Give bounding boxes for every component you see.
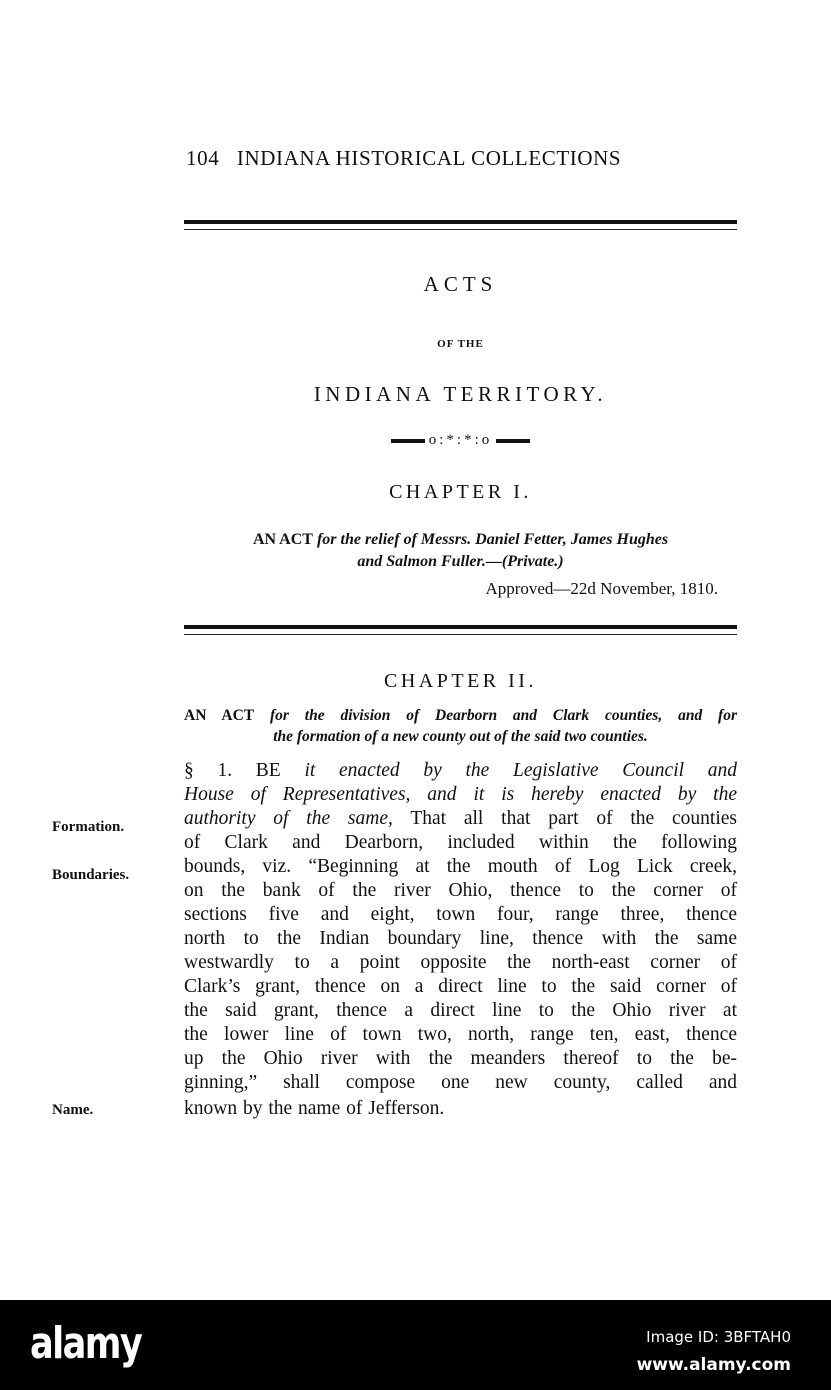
ornament <box>184 432 737 449</box>
act-label: AN ACT <box>184 707 255 724</box>
body-line <box>184 879 737 903</box>
body-line <box>184 975 737 999</box>
title-of-the: OF THE <box>437 338 484 350</box>
margin-note-formation: Formation. <box>52 819 125 835</box>
text: westwardly to a point opposite the north-east corner of <box>184 952 737 973</box>
body-line <box>184 759 737 783</box>
running-title: INDIANA HISTORICAL COLLECTIONS <box>236 146 622 170</box>
text: on the bank of the river Ohio, thence to the corner of <box>184 880 737 901</box>
text: north to the Indian boundary line, thence with the same <box>184 928 737 949</box>
chapter-1-act-line-2: and Salmon Fuller.—(Private.) <box>357 553 564 570</box>
text: That all that part of the counties <box>392 808 737 829</box>
text: of Clark and Dearborn, included within the following <box>184 832 737 853</box>
body-line <box>184 927 737 951</box>
body-line <box>184 855 737 879</box>
chapter-2-act-line-2: the formation of a new county out of the said two counties. <box>273 728 648 745</box>
body-line <box>184 903 737 927</box>
body-line <box>184 1071 737 1095</box>
text: bounds, viz. “Beginning at the mouth of Log Lick creek, <box>184 856 737 877</box>
double-rule-top-thick <box>184 220 737 224</box>
act-label: AN ACT <box>252 531 313 548</box>
text: the said grant, thence a direct line to the Ohio river at <box>184 1000 737 1021</box>
body-line <box>184 951 737 975</box>
page-number: 104 <box>186 146 220 170</box>
body-line <box>184 1047 737 1071</box>
text: sections five and eight, town four, range three, thence <box>184 904 737 925</box>
ornament-glyphs: o:*:*:o <box>428 432 493 448</box>
body-line <box>184 1023 737 1047</box>
watermark-bar <box>0 1300 831 1390</box>
chapter-1-approved: Approved—22d November, 1810. <box>485 579 718 598</box>
text: known by the name of Jefferson. <box>184 1098 445 1119</box>
body-line <box>184 783 737 807</box>
body-line <box>184 831 737 855</box>
title-territory: INDIANA TERRITORY. <box>313 382 608 406</box>
act-title: for the relief of Messrs. Daniel Fetter, James Hughes <box>316 531 669 548</box>
italic-text: authority of the same, <box>184 808 393 829</box>
italic-text: House of Representatives, and it is hereby enacted by the <box>184 784 737 805</box>
body-line <box>184 1097 737 1121</box>
chapter-1-act-line-1 <box>184 531 737 549</box>
text: § 1. BE <box>184 760 305 781</box>
double-rule-top-thin <box>184 229 737 230</box>
text: up the Ohio river with the meanders thereof to the be- <box>184 1048 737 1069</box>
text: ginning,” shall compose one new county, called and <box>184 1072 737 1093</box>
double-rule-mid-thin <box>184 634 737 635</box>
double-rule-mid-thick <box>184 625 737 629</box>
body-line <box>184 999 737 1023</box>
running-header <box>186 146 621 171</box>
body-line <box>184 807 737 831</box>
act-title: for the division of Dearborn and Clark counties, and for <box>270 707 737 724</box>
margin-note-boundaries: Boundaries. <box>52 867 130 883</box>
text: the lower line of town two, north, range ten, east, thence <box>184 1024 737 1045</box>
chapter-1-heading: CHAPTER I. <box>389 481 532 503</box>
title-acts: ACTS <box>423 272 498 296</box>
margin-note-name: Name. <box>52 1102 94 1118</box>
chapter-2-heading: CHAPTER II. <box>384 670 537 692</box>
image-id: Image ID: 3BFTAH0 <box>646 1328 791 1346</box>
alamy-logo: alamy <box>30 1318 142 1369</box>
text: Clark’s grant, thence on a direct line to the said corner of <box>184 976 737 997</box>
italic-text: it enacted by the Legislative Council and <box>304 760 738 781</box>
watermark-url: www.alamy.com <box>636 1355 791 1375</box>
chapter-2-act-line-1 <box>184 707 737 725</box>
